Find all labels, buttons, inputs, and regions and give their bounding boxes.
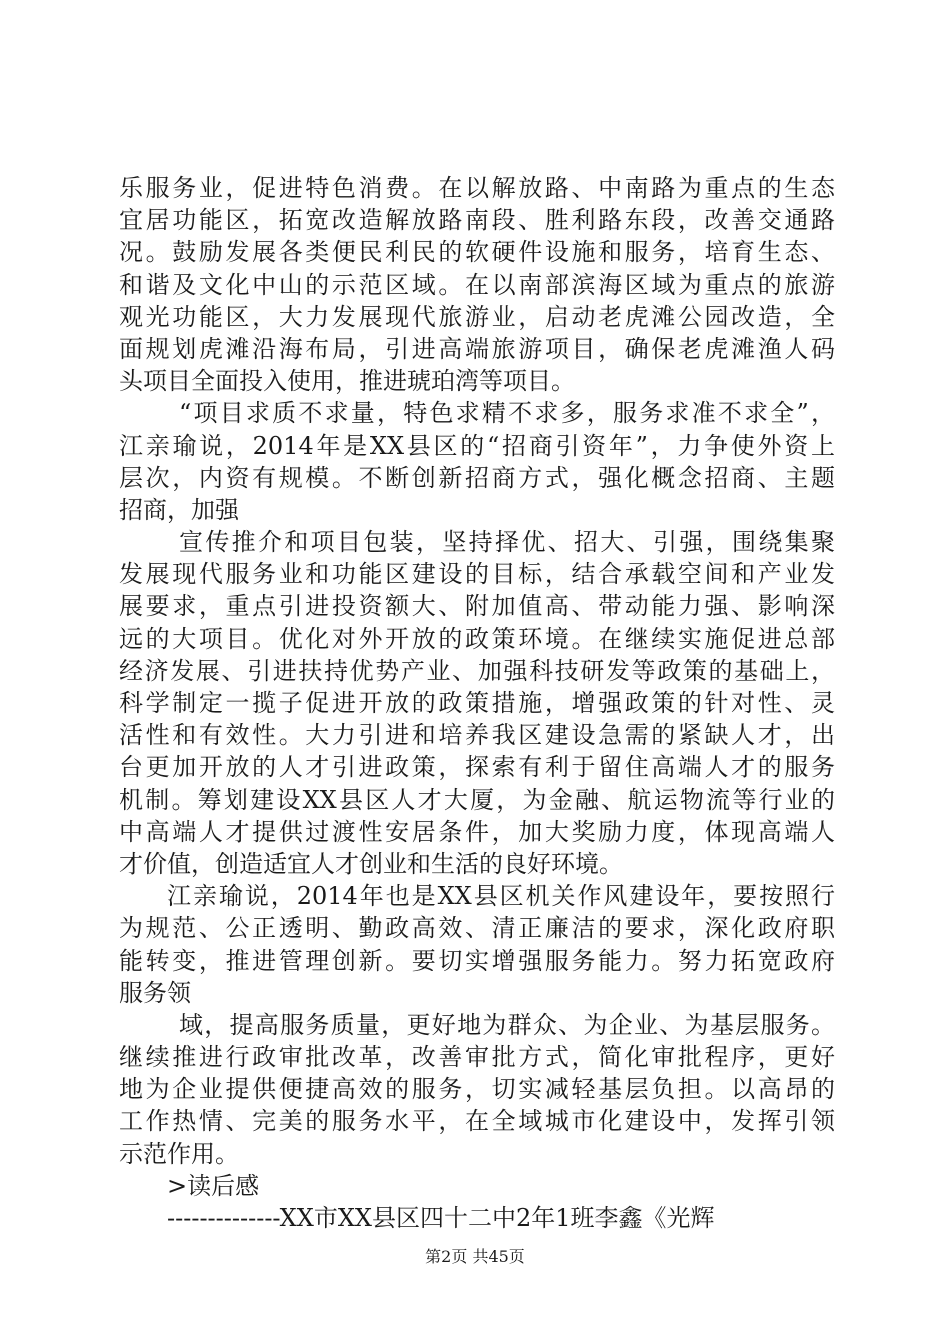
text-line: 科学制定一揽子促进开放的政策措施，增强政策的针对性、灵 — [119, 689, 835, 717]
text-line: 宣传推介和项目包装，坚持择优、招大、引强，围绕集聚 — [179, 528, 835, 557]
text-line: 工作热情、完美的服务水平，在全域城市化建设中，发挥引领 — [119, 1107, 835, 1136]
text-line: 发展现代服务业和功能区建设的目标，结合承载空间和产业发 — [119, 560, 835, 589]
text-line: 江亲瑜说，2014年也是XX县区机关作风建设年，要按照行 — [167, 882, 835, 911]
text-line: 才价值，创造适宜人才创业和生活的良好环境。 — [119, 849, 623, 878]
text-line: 活性和有效性。大力引进和培养我区建设急需的紧缺人才，出 — [119, 721, 835, 750]
text-line: 面规划虎滩沿海布局，引进高端旅游项目，确保老虎滩渔人码 — [119, 334, 835, 363]
text-line: 层次，内资有规模。不断创新招商方式，强化概念招商、主题 — [119, 463, 835, 492]
text-line: 台更加开放的人才引进政策，探索有利于留住高端人才的服务 — [119, 753, 835, 782]
text-line: 服务领 — [119, 978, 191, 1007]
text-line: 域，提高服务质量，更好地为群众、为企业、为基层服务。 — [179, 1010, 835, 1039]
text-line: 江亲瑜说，2014年是XX县区的“招商引资年”，力争使外资上 — [119, 431, 835, 460]
text-line: 远的大项目。优化对外开放的政策环境。在继续实施促进总部 — [119, 624, 835, 653]
text-line: 能转变，推进管理创新。要切实增强服务能力。努力拓宽政府 — [119, 946, 835, 975]
body-text — [119, 172, 835, 1234]
text-line: 继续推进行政审批改革，改善审批方式，简化审批程序，更好 — [119, 1043, 835, 1072]
text-line: 招商，加强 — [119, 495, 239, 524]
text-line: 展要求，重点引进投资额大、附加值高、带动能力强、影响深 — [119, 592, 835, 621]
text-line: 经济发展、引进扶持优势产业、加强科技研发等政策的基础上， — [119, 656, 835, 685]
text-line: --------------XX市XX县区四十二中2年1班李鑫《光辉 — [167, 1204, 715, 1232]
text-line: 头项目全面投入使用，推进琥珀湾等项目。 — [119, 367, 575, 396]
text-line: 乐服务业，促进特色消费。在以解放路、中南路为重点的生态 — [119, 174, 835, 202]
text-line: “项目求质不求量，特色求精不求多，服务求准不求全”， — [179, 399, 835, 428]
text-line: 为规范、公正透明、勤政高效、清正廉洁的要求，深化政府职 — [119, 914, 835, 943]
text-line: 观光功能区，大力发展现代旅游业，启动老虎滩公园改造，全 — [119, 302, 835, 331]
text-line: 况。鼓励发展各类便民利民的软硬件设施和服务，培育生态、 — [119, 238, 835, 267]
text-line: 机制。筹划建设XX县区人才大厦，为金融、航运物流等行业的 — [119, 785, 835, 814]
text-line: 宜居功能区，拓宽改造解放路南段、胜利路东段，改善交通路 — [119, 206, 835, 235]
page-number: 第2页 共45页 — [425, 1247, 525, 1266]
text-line: >读后感 — [167, 1171, 260, 1200]
text-line: 地为企业提供便捷高效的服务，切实减轻基层负担。以高昂的 — [119, 1075, 835, 1104]
text-line: 中高端人才提供过渡性安居条件，加大奖励力度，体现高端人 — [119, 817, 835, 846]
text-line: 和谐及文化中山的示范区域。在以南部滨海区域为重点的旅游 — [119, 270, 835, 299]
text-line: 示范作用。 — [119, 1139, 239, 1168]
